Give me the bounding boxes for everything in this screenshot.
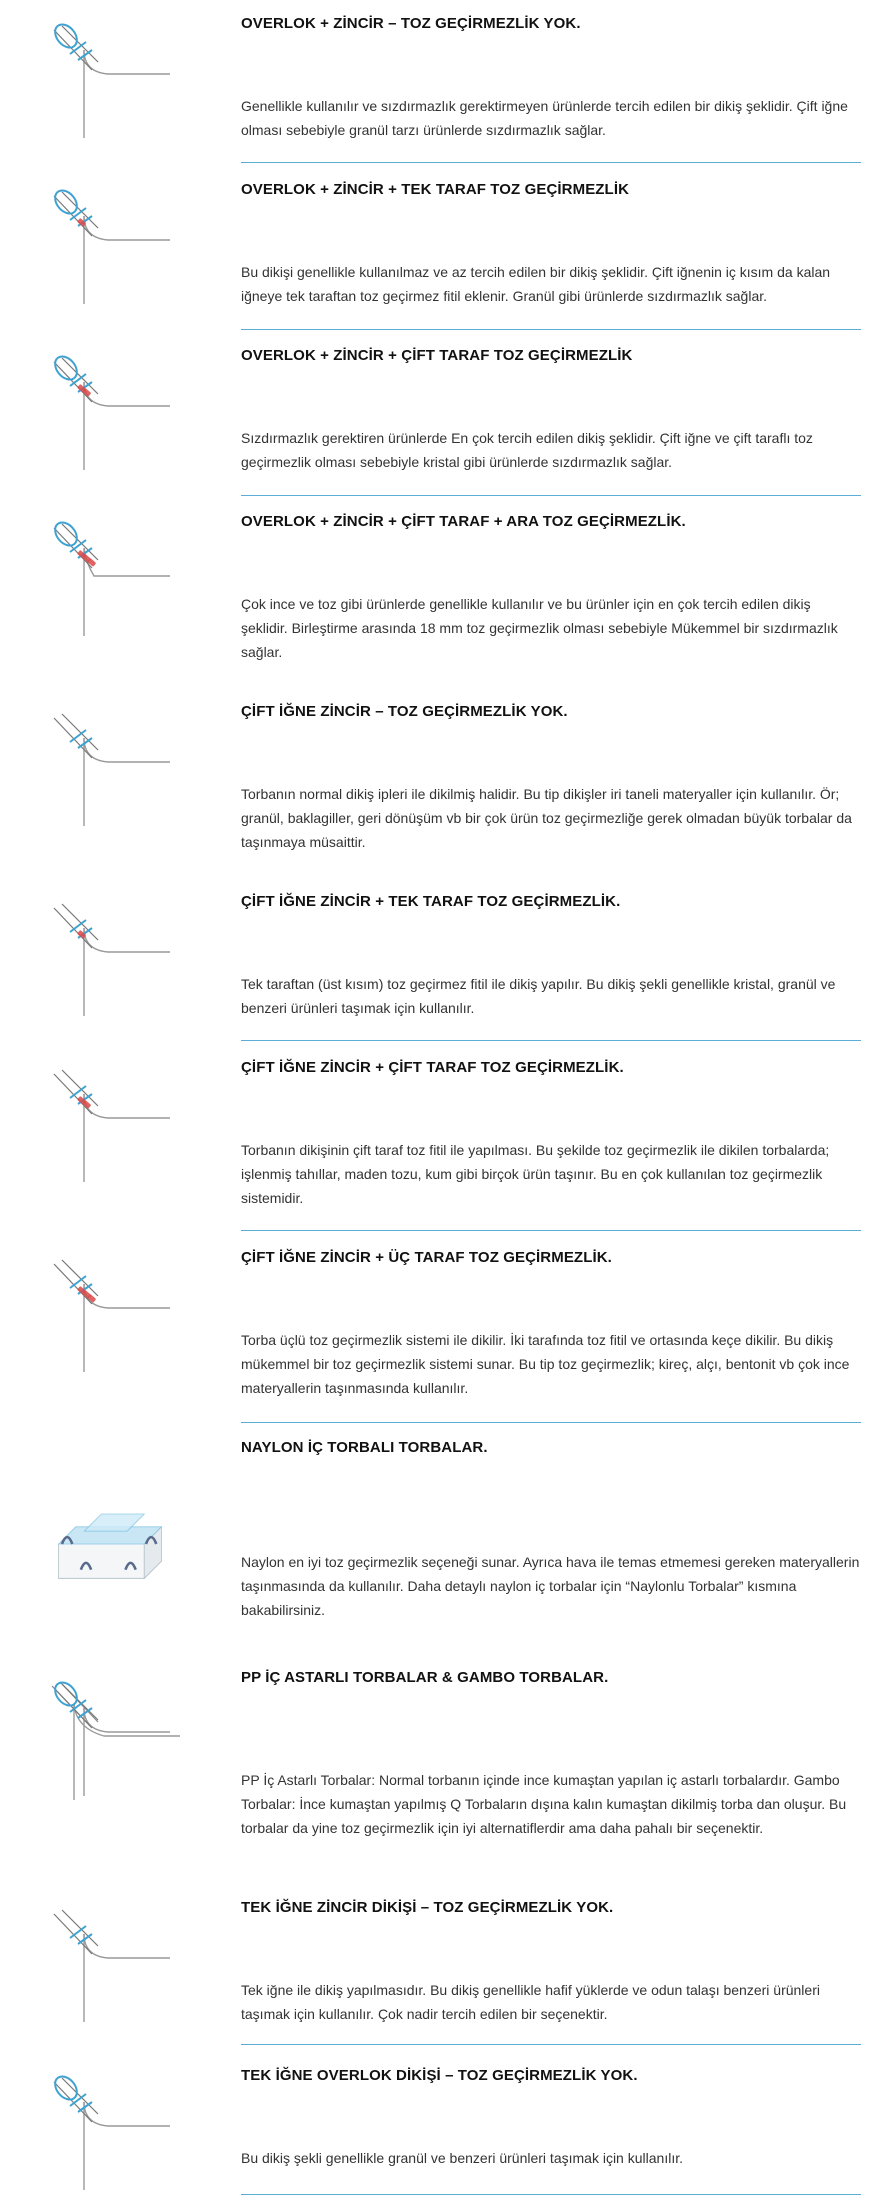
overlok-single-side-dustproof-icon-graphic	[40, 186, 180, 316]
seam-type-description: Genellikle kullanılır ve sızdırmazlık gerektirmeyen ürünlerde tercih edilen bir dikiş şeklidir. Çift iğne olması sebebiyle granül tarzı ürünlerde sızdırmazlık sağlar.	[241, 98, 848, 138]
seam-type-title: TEK İĞNE OVERLOK DİKİŞİ – TOZ GEÇİRMEZLİK YOK.	[241, 2067, 638, 2084]
seam-type-title: TEK İĞNE ZİNCİR DİKİŞİ – TOZ GEÇİRMEZLİK YOK.	[241, 1899, 614, 1916]
seam-type-title: ÇİFT İĞNE ZİNCİR – TOZ GEÇİRMEZLİK YOK.	[241, 703, 568, 720]
seam-type-item	[0, 166, 875, 332]
overlok-double-side-dustproof-icon	[40, 352, 180, 482]
single-needle-overlok-stitch-icon	[40, 2072, 180, 2202]
section-divider	[241, 162, 861, 163]
seam-type-item	[0, 2052, 875, 2198]
double-needle-chain-stitch-icon-graphic	[40, 708, 180, 838]
seam-type-title: OVERLOK + ZİNCİR + ÇİFT TARAF TOZ GEÇİRMEZLİK	[241, 347, 633, 364]
single-needle-chain-stitch-icon	[40, 1904, 180, 2034]
pp-lined-gambo-bag-icon-graphic	[40, 1678, 180, 1808]
seam-type-description: Bu dikiş şekli genellikle granül ve benzeri ürünleri taşımak için kullanılır.	[241, 2150, 683, 2166]
seam-type-item	[0, 1234, 875, 1424]
seam-type-description: Sızdırmazlık gerektiren ürünlerde En çok tercih edilen dikiş şeklidir. Çift iğne ve çift taraflı toz geçirmezlik olması sebebiyle kristal gibi ürünlerde sızdırmazlık sağlar.	[241, 430, 813, 470]
seam-type-description: Çok ince ve toz gibi ürünlerde genellikle kullanılır ve bu ürünler için en çok tercih edilen dikiş şeklidir. Birleştirme arasında 18 mm toz geçirmezlik olması sebebiyle Mükemmel bir sızdırmazlık sağlar.	[241, 596, 838, 660]
seam-type-title: NAYLON İÇ TORBALI TORBALAR.	[241, 1439, 488, 1456]
overlok-double-side-inner-dustproof-icon-graphic	[40, 518, 180, 648]
seam-type-description: Bu dikişi genellikle kullanılmaz ve az tercih edilen bir dikiş şeklidir. Çift iğnenin iç kısım da kalan iğneye tek taraftan toz geçirmez fitil eklenir. Granül gibi ürünlerde sızdırmazlık sağlar.	[241, 264, 831, 304]
overlok-double-side-dustproof-icon-graphic	[40, 352, 180, 482]
section-divider	[241, 2044, 861, 2045]
seam-type-item	[0, 1424, 875, 1654]
seam-type-description: Naylon en iyi toz geçirmezlik seçeneği sunar. Ayrıca hava ile temas etmemesi gereken materyallerin taşınmasında da kullanılır. Daha detaylı naylon iç torbalar için “Naylonlu Torbalar” kısmına bakabilirsiniz.	[241, 1554, 860, 1618]
section-divider	[241, 495, 861, 496]
seam-type-title: ÇİFT İĞNE ZİNCİR + ÜÇ TARAF TOZ GEÇİRMEZLİK.	[241, 1249, 612, 1266]
section-divider	[241, 1040, 861, 1041]
seam-type-item	[0, 332, 875, 498]
seam-type-item	[0, 498, 875, 688]
section-divider	[241, 329, 861, 330]
double-needle-triple-side-dustproof-icon	[40, 1254, 180, 1384]
overlok-single-side-dustproof-icon	[40, 186, 180, 316]
seam-type-item	[0, 1044, 875, 1234]
seam-type-description: Torbanın dikişinin çift taraf toz fitil ile yapılması. Bu şekilde toz geçirmezlik ile dikilen torbalarda; işlenmiş tahıllar, maden tozu, kum gibi birçok ürün taşınır. Bu en çok kullanılan toz geçirmezlik sistemidir.	[241, 1142, 830, 1206]
seam-type-title: ÇİFT İĞNE ZİNCİR + TEK TARAF TOZ GEÇİRMEZLİK.	[241, 893, 621, 910]
overlok-double-side-inner-dustproof-icon	[40, 518, 180, 648]
seam-type-item	[0, 0, 875, 166]
section-divider	[241, 2194, 861, 2195]
seam-type-item	[0, 1654, 875, 1884]
double-needle-triple-side-dustproof-icon-graphic	[40, 1254, 180, 1384]
seam-type-title: OVERLOK + ZİNCİR + TEK TARAF TOZ GEÇİRMEZLİK	[241, 181, 630, 198]
seam-type-description: Tek taraftan (üst kısım) toz geçirmez fitil ile dikiş yapılır. Bu dikiş şekli genellikle kristal, granül ve benzeri ürünleri taşımak için kullanılır.	[241, 976, 836, 1016]
double-needle-single-side-dustproof-icon-graphic	[40, 898, 180, 1028]
seam-type-item	[0, 878, 875, 1044]
overlok-chain-stitch-icon	[40, 20, 180, 150]
single-needle-chain-stitch-icon-graphic	[40, 1904, 180, 2034]
seam-type-title: PP İÇ ASTARLI TORBALAR & GAMBO TORBALAR.	[241, 1669, 609, 1686]
seam-type-description: PP İç Astarlı Torbalar: Normal torbanın içinde ince kumaştan yapılan iç astarlı torbalardır. Gambo Torbalar: İnce kumaştan yapılmış Q Torbaların dışına kalın kumaştan dikilmiş torba dan oluşur. Bu torbalar da yine toz geçirmezlik için iyi alternatiflerdir ama daha pahalı bir seçenektir.	[241, 1772, 847, 1836]
double-needle-double-side-dustproof-icon-graphic	[40, 1064, 180, 1194]
seam-type-description: Tek iğne ile dikiş yapılmasıdır. Bu dikiş genellikle hafif yüklerde ve odun talaşı benzeri ürünleri taşımak için kullanılır. Çok nadir tercih edilen bir seçenektir.	[241, 1982, 820, 2022]
seam-type-title: ÇİFT İĞNE ZİNCİR + ÇİFT TARAF TOZ GEÇİRMEZLİK.	[241, 1059, 624, 1076]
pp-lined-gambo-bag-icon	[40, 1678, 180, 1808]
nylon-liner-bag-icon	[40, 1484, 180, 1604]
section-divider	[241, 1422, 861, 1423]
double-needle-chain-stitch-icon	[40, 708, 180, 838]
seam-type-item	[0, 1884, 875, 2052]
seam-type-description: Torba üçlü toz geçirmezlik sistemi ile dikilir. İki tarafında toz fitil ve ortasında keçe dikilir. Bu dikiş mükemmel bir toz geçirmezlik sistemi sunar. Bu tip toz geçirmezlik; kireç, alçı, bentonit vb çok ince materyallerin taşınmasında kullanılır.	[241, 1332, 850, 1396]
double-needle-double-side-dustproof-icon	[40, 1064, 180, 1194]
seam-type-title: OVERLOK + ZİNCİR + ÇİFT TARAF + ARA TOZ GEÇİRMEZLİK.	[241, 513, 686, 530]
section-divider	[241, 1230, 861, 1231]
double-needle-single-side-dustproof-icon	[40, 898, 180, 1028]
single-needle-overlok-stitch-icon-graphic	[40, 2072, 180, 2202]
nylon-liner-bag-icon-graphic	[40, 1484, 180, 1604]
seam-type-title: OVERLOK + ZİNCİR – TOZ GEÇİRMEZLİK YOK.	[241, 15, 581, 32]
overlok-chain-stitch-icon-graphic	[40, 20, 180, 150]
seam-type-item	[0, 688, 875, 878]
seam-type-description: Torbanın normal dikiş ipleri ile dikilmiş halidir. Bu tip dikişler iri taneli materyaller için kullanılır. Ör; granül, baklagiller, geri dönüşüm vb bir çok ürün toz geçirmezliğe gerek olmadan büyük torbalar da taşınmaya müsaittir.	[241, 786, 852, 850]
